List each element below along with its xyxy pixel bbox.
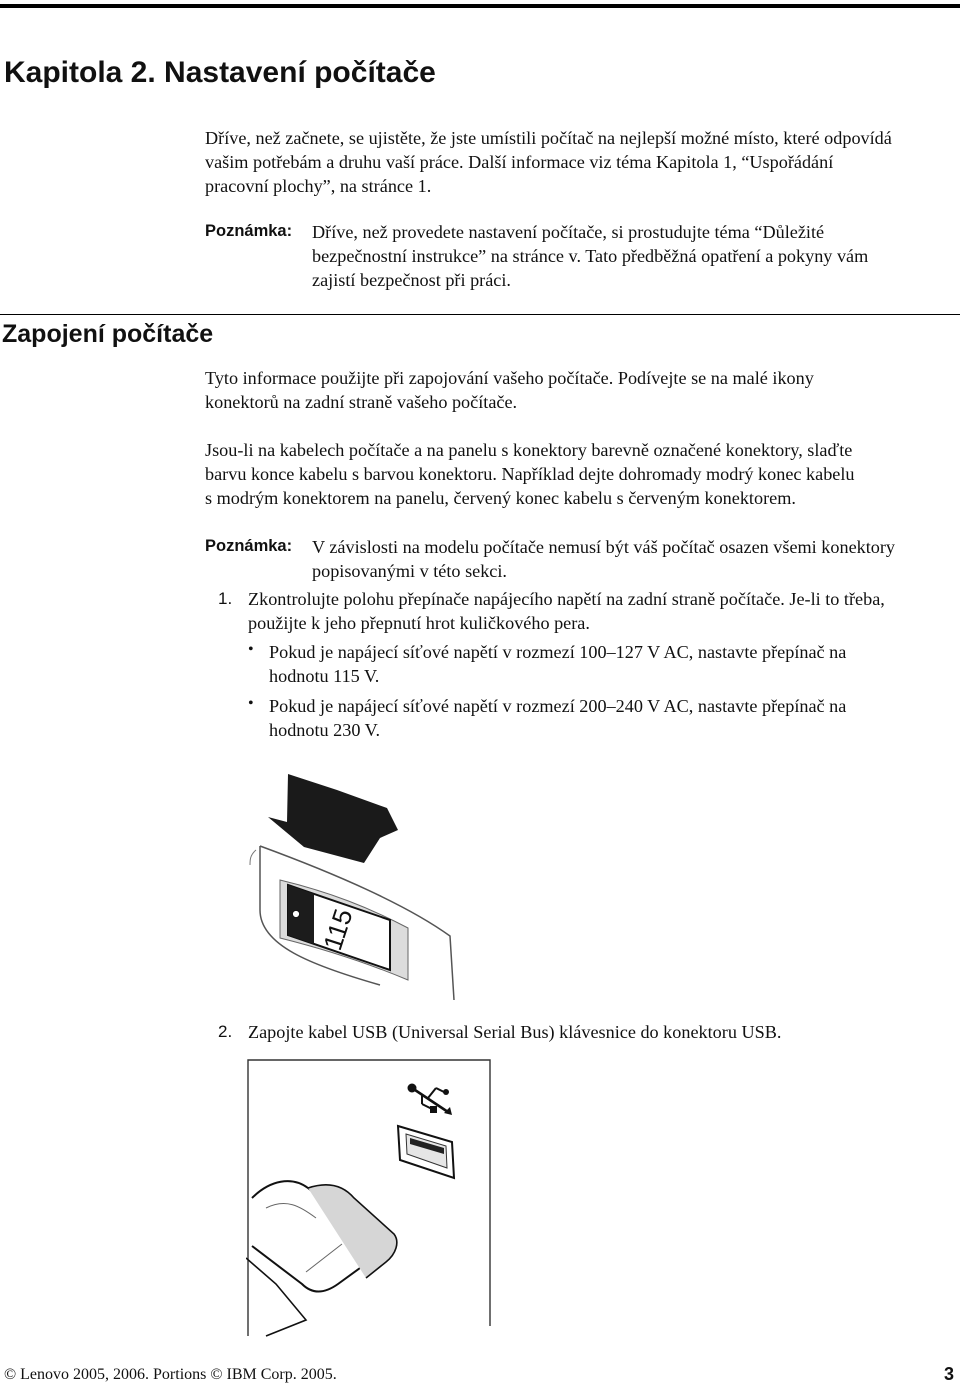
- switch-dot-icon: [293, 911, 300, 918]
- note-line: V závislosti na modelu počítače nemusí být váš počítač osazen všemi konektory: [312, 537, 896, 557]
- switch-label: 115: [317, 905, 359, 954]
- note-line: zajistí bezpečnost při práci.: [312, 270, 511, 290]
- step-line: Zapojte kabel USB (Universal Serial Bus) klávesnice do konektoru USB.: [248, 1022, 782, 1042]
- paragraph-line: s modrým konektorem na panelu, červený konec kabelu s červeným konektorem.: [205, 488, 796, 508]
- note-label: Poznámka:: [205, 222, 293, 240]
- bullet-line: Pokud je napájecí síťové napětí v rozmezí 200–240 V AC, nastavte přepínač na: [269, 696, 847, 716]
- bullet-line: Pokud je napájecí síťové napětí v rozmezí 100–127 V AC, nastavte přepínač na: [269, 642, 847, 662]
- note-line: Dříve, než provedete nastavení počítače, si prostudujte téma “Důležité: [312, 222, 825, 242]
- intro-line: Dříve, než začnete, se ujistěte, že jste umístili počítač na nejlepší možné místo, které odpovídá: [205, 128, 892, 148]
- note-line: popisovanými v této sekci.: [312, 561, 507, 581]
- step-number: 2.: [218, 1022, 233, 1041]
- bullet-symbol: •: [248, 641, 254, 658]
- paragraph-line: barvu konce kabelu s barvou konektoru. Například dejte dohromady modrý konec kabelu: [205, 464, 855, 484]
- step-line: použijte k jeho přepnutí hrot kuličkového pera.: [248, 613, 590, 633]
- paragraph-line: Jsou-li na kabelech počítače a na panelu s konektory barevně označené konektory, slaďte: [205, 440, 853, 460]
- bullet-line: hodnotu 115 V.: [269, 666, 380, 686]
- intro-line: pracovní plochy”, na stránce 1.: [205, 176, 432, 196]
- double-arrow-icon: [268, 774, 398, 863]
- intro-line: vašim potřebám a druhu vaší práce. Další informace viz téma Kapitola 1, “Uspořádání: [205, 152, 834, 172]
- usb-icon: [408, 1084, 453, 1116]
- switch-dark-side: [288, 885, 314, 944]
- bullet-symbol: •: [248, 695, 254, 712]
- step-number: 1.: [218, 589, 233, 608]
- page-number: 3: [943, 1364, 954, 1384]
- switch-housing-inner: [250, 850, 256, 865]
- section-rule: [0, 314, 960, 315]
- usb-port: [398, 1126, 454, 1178]
- step-line: Zkontrolujte polohu přepínače napájecího napětí na zadní straně počítače. Je-li to třeba,: [248, 589, 885, 609]
- section-title: Zapojení počítače: [2, 320, 214, 348]
- note-line: bezpečnostní instrukce” na stránce v. Tato předběžná opatření a pokyny vám: [312, 246, 869, 266]
- note-label: Poznámka:: [205, 537, 293, 555]
- usb-illustration: [246, 1058, 496, 1338]
- top-rule: [0, 4, 960, 8]
- voltage-switch-illustration: [240, 760, 500, 1015]
- chapter-title: Kapitola 2. Nastavení počítače: [4, 56, 436, 89]
- paragraph-line: konektorů na zadní straně vašeho počítače.: [205, 392, 518, 412]
- paragraph-line: Tyto informace použijte při zapojování vašeho počítače. Podívejte se na malé ikony: [205, 368, 814, 388]
- footer-copyright: © Lenovo 2005, 2006. Portions © IBM Corp. 2005.: [4, 1366, 337, 1383]
- bullet-line: hodnotu 230 V.: [269, 720, 380, 740]
- usb-cable-plug: [246, 1181, 397, 1336]
